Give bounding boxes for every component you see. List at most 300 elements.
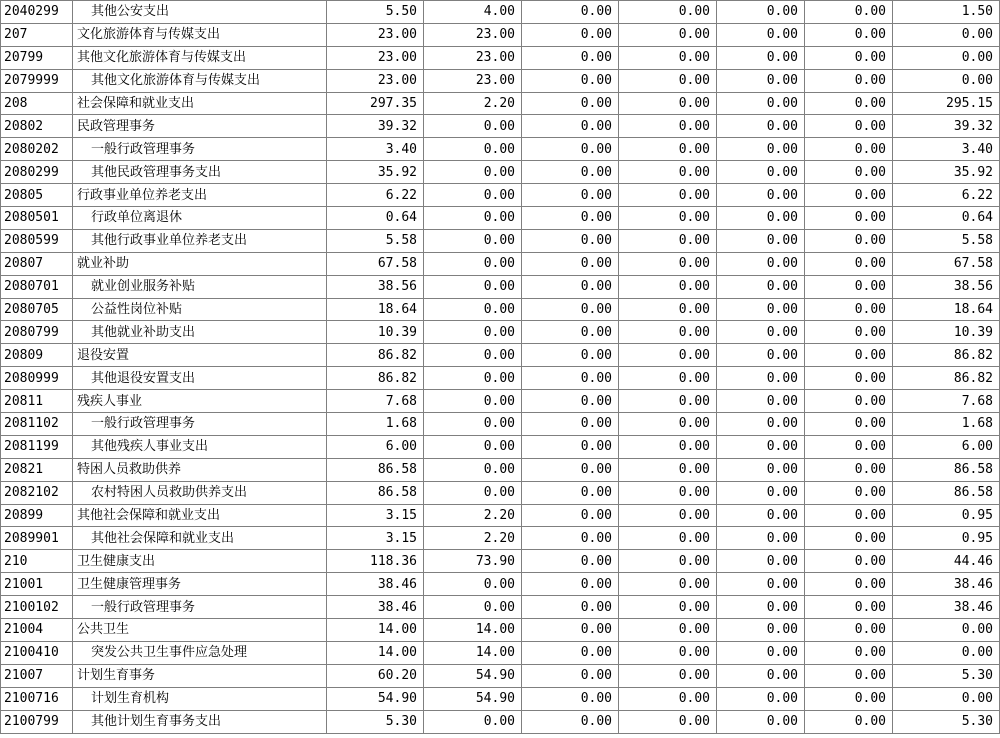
amount-cell-6: 0.00 <box>805 435 893 458</box>
subject-name-cell: 一般行政管理事务 <box>73 596 327 619</box>
amount-cell-4: 0.00 <box>619 367 717 390</box>
amount-cell-1: 5.30 <box>327 710 424 733</box>
amount-cell-2: 0.00 <box>424 115 522 138</box>
amount-cell-5: 0.00 <box>717 207 805 230</box>
subject-name-cell: 突发公共卫生事件应急处理 <box>73 641 327 664</box>
amount-cell-1: 38.46 <box>327 573 424 596</box>
amount-cell-4: 0.00 <box>619 69 717 92</box>
table-row <box>1 344 1000 367</box>
amount-cell-4: 0.00 <box>619 596 717 619</box>
subject-name-cell: 一般行政管理事务 <box>73 138 327 161</box>
amount-cell-5: 0.00 <box>717 596 805 619</box>
subject-name-cell: 一般行政管理事务 <box>73 413 327 436</box>
table-row <box>1 641 1000 664</box>
amount-cell-6: 0.00 <box>805 390 893 413</box>
amount-cell-4: 0.00 <box>619 115 717 138</box>
amount-cell-1: 18.64 <box>327 298 424 321</box>
amount-cell-6: 0.00 <box>805 481 893 504</box>
amount-cell-7: 5.30 <box>893 710 1000 733</box>
subject-name-cell: 民政管理事务 <box>73 115 327 138</box>
amount-cell-6: 0.00 <box>805 138 893 161</box>
amount-cell-7: 5.30 <box>893 664 1000 687</box>
amount-cell-5: 0.00 <box>717 344 805 367</box>
amount-cell-2: 54.90 <box>424 687 522 710</box>
amount-cell-6: 0.00 <box>805 664 893 687</box>
table-row <box>1 275 1000 298</box>
amount-cell-1: 6.22 <box>327 184 424 207</box>
amount-cell-7: 39.32 <box>893 115 1000 138</box>
amount-cell-4: 0.00 <box>619 435 717 458</box>
amount-cell-5: 0.00 <box>717 710 805 733</box>
amount-cell-3: 0.00 <box>522 161 619 184</box>
amount-cell-1: 35.92 <box>327 161 424 184</box>
amount-cell-3: 0.00 <box>522 46 619 69</box>
subject-name-cell: 计划生育机构 <box>73 687 327 710</box>
amount-cell-4: 0.00 <box>619 527 717 550</box>
subject-code-cell: 2081102 <box>1 413 73 436</box>
amount-cell-1: 14.00 <box>327 619 424 642</box>
subject-code-cell: 2080999 <box>1 367 73 390</box>
amount-cell-7: 6.00 <box>893 435 1000 458</box>
amount-cell-4: 0.00 <box>619 138 717 161</box>
amount-cell-2: 0.00 <box>424 413 522 436</box>
amount-cell-1: 5.58 <box>327 229 424 252</box>
amount-cell-3: 0.00 <box>522 1 619 24</box>
amount-cell-2: 0.00 <box>424 367 522 390</box>
amount-cell-1: 10.39 <box>327 321 424 344</box>
table-row <box>1 367 1000 390</box>
amount-cell-4: 0.00 <box>619 504 717 527</box>
amount-cell-6: 0.00 <box>805 458 893 481</box>
amount-cell-2: 0.00 <box>424 252 522 275</box>
amount-cell-4: 0.00 <box>619 92 717 115</box>
amount-cell-5: 0.00 <box>717 481 805 504</box>
amount-cell-5: 0.00 <box>717 23 805 46</box>
amount-cell-5: 0.00 <box>717 1 805 24</box>
amount-cell-2: 23.00 <box>424 46 522 69</box>
subject-name-cell: 行政单位离退休 <box>73 207 327 230</box>
amount-cell-5: 0.00 <box>717 527 805 550</box>
amount-cell-2: 0.00 <box>424 390 522 413</box>
amount-cell-6: 0.00 <box>805 115 893 138</box>
subject-code-cell: 2100799 <box>1 710 73 733</box>
amount-cell-5: 0.00 <box>717 46 805 69</box>
amount-cell-2: 14.00 <box>424 641 522 664</box>
subject-name-cell: 其他行政事业单位养老支出 <box>73 229 327 252</box>
amount-cell-2: 0.00 <box>424 275 522 298</box>
subject-code-cell: 20811 <box>1 390 73 413</box>
amount-cell-3: 0.00 <box>522 252 619 275</box>
amount-cell-3: 0.00 <box>522 710 619 733</box>
amount-cell-4: 0.00 <box>619 207 717 230</box>
amount-cell-5: 0.00 <box>717 321 805 344</box>
table-row <box>1 550 1000 573</box>
amount-cell-2: 0.00 <box>424 458 522 481</box>
table-row <box>1 252 1000 275</box>
amount-cell-6: 0.00 <box>805 641 893 664</box>
amount-cell-6: 0.00 <box>805 596 893 619</box>
subject-name-cell: 卫生健康支出 <box>73 550 327 573</box>
amount-cell-1: 54.90 <box>327 687 424 710</box>
amount-cell-1: 38.46 <box>327 596 424 619</box>
amount-cell-2: 0.00 <box>424 229 522 252</box>
amount-cell-4: 0.00 <box>619 550 717 573</box>
amount-cell-1: 86.82 <box>327 367 424 390</box>
subject-name-cell: 其他公安支出 <box>73 1 327 24</box>
amount-cell-7: 86.58 <box>893 458 1000 481</box>
subject-name-cell: 其他就业补助支出 <box>73 321 327 344</box>
table-row <box>1 413 1000 436</box>
amount-cell-3: 0.00 <box>522 596 619 619</box>
subject-code-cell: 21007 <box>1 664 73 687</box>
subject-name-cell: 退役安置 <box>73 344 327 367</box>
amount-cell-6: 0.00 <box>805 161 893 184</box>
amount-cell-6: 0.00 <box>805 367 893 390</box>
amount-cell-7: 67.58 <box>893 252 1000 275</box>
table-row <box>1 527 1000 550</box>
amount-cell-7: 35.92 <box>893 161 1000 184</box>
amount-cell-1: 297.35 <box>327 92 424 115</box>
table-row <box>1 596 1000 619</box>
amount-cell-6: 0.00 <box>805 23 893 46</box>
amount-cell-5: 0.00 <box>717 184 805 207</box>
subject-code-cell: 2081199 <box>1 435 73 458</box>
amount-cell-6: 0.00 <box>805 527 893 550</box>
subject-code-cell: 2100410 <box>1 641 73 664</box>
amount-cell-4: 0.00 <box>619 390 717 413</box>
subject-code-cell: 2079999 <box>1 69 73 92</box>
amount-cell-2: 2.20 <box>424 92 522 115</box>
amount-cell-1: 3.15 <box>327 504 424 527</box>
amount-cell-5: 0.00 <box>717 69 805 92</box>
amount-cell-4: 0.00 <box>619 298 717 321</box>
amount-cell-4: 0.00 <box>619 1 717 24</box>
amount-cell-3: 0.00 <box>522 298 619 321</box>
subject-code-cell: 2080599 <box>1 229 73 252</box>
amount-cell-5: 0.00 <box>717 458 805 481</box>
amount-cell-1: 5.50 <box>327 1 424 24</box>
table-row <box>1 435 1000 458</box>
amount-cell-7: 86.58 <box>893 481 1000 504</box>
amount-cell-6: 0.00 <box>805 413 893 436</box>
amount-cell-4: 0.00 <box>619 252 717 275</box>
amount-cell-5: 0.00 <box>717 687 805 710</box>
subject-name-cell: 公共卫生 <box>73 619 327 642</box>
subject-name-cell: 就业补助 <box>73 252 327 275</box>
amount-cell-7: 0.00 <box>893 23 1000 46</box>
table-row <box>1 710 1000 733</box>
subject-name-cell: 特困人员救助供养 <box>73 458 327 481</box>
amount-cell-3: 0.00 <box>522 458 619 481</box>
amount-cell-7: 295.15 <box>893 92 1000 115</box>
table-row <box>1 115 1000 138</box>
amount-cell-2: 2.20 <box>424 527 522 550</box>
amount-cell-4: 0.00 <box>619 641 717 664</box>
amount-cell-6: 0.00 <box>805 504 893 527</box>
amount-cell-7: 1.68 <box>893 413 1000 436</box>
amount-cell-7: 6.22 <box>893 184 1000 207</box>
subject-name-cell: 行政事业单位养老支出 <box>73 184 327 207</box>
amount-cell-3: 0.00 <box>522 527 619 550</box>
amount-cell-3: 0.00 <box>522 481 619 504</box>
amount-cell-7: 0.95 <box>893 527 1000 550</box>
amount-cell-3: 0.00 <box>522 687 619 710</box>
amount-cell-1: 7.68 <box>327 390 424 413</box>
subject-code-cell: 208 <box>1 92 73 115</box>
subject-code-cell: 2082102 <box>1 481 73 504</box>
amount-cell-6: 0.00 <box>805 229 893 252</box>
table-row <box>1 184 1000 207</box>
subject-code-cell: 2100716 <box>1 687 73 710</box>
table-row <box>1 69 1000 92</box>
amount-cell-2: 0.00 <box>424 710 522 733</box>
table-row <box>1 207 1000 230</box>
amount-cell-4: 0.00 <box>619 321 717 344</box>
amount-cell-1: 60.20 <box>327 664 424 687</box>
amount-cell-3: 0.00 <box>522 573 619 596</box>
subject-name-cell: 其他文化旅游体育与传媒支出 <box>73 46 327 69</box>
amount-cell-5: 0.00 <box>717 641 805 664</box>
amount-cell-5: 0.00 <box>717 573 805 596</box>
amount-cell-3: 0.00 <box>522 115 619 138</box>
amount-cell-1: 14.00 <box>327 641 424 664</box>
amount-cell-2: 0.00 <box>424 161 522 184</box>
amount-cell-3: 0.00 <box>522 390 619 413</box>
amount-cell-3: 0.00 <box>522 138 619 161</box>
amount-cell-4: 0.00 <box>619 710 717 733</box>
amount-cell-3: 0.00 <box>522 23 619 46</box>
amount-cell-6: 0.00 <box>805 1 893 24</box>
amount-cell-7: 86.82 <box>893 344 1000 367</box>
amount-cell-1: 118.36 <box>327 550 424 573</box>
amount-cell-1: 23.00 <box>327 23 424 46</box>
amount-cell-4: 0.00 <box>619 458 717 481</box>
amount-cell-4: 0.00 <box>619 275 717 298</box>
amount-cell-3: 0.00 <box>522 207 619 230</box>
amount-cell-5: 0.00 <box>717 504 805 527</box>
table-row <box>1 1 1000 24</box>
table-row <box>1 23 1000 46</box>
amount-cell-7: 0.00 <box>893 641 1000 664</box>
amount-cell-1: 0.64 <box>327 207 424 230</box>
amount-cell-5: 0.00 <box>717 619 805 642</box>
amount-cell-4: 0.00 <box>619 161 717 184</box>
subject-name-cell: 其他文化旅游体育与传媒支出 <box>73 69 327 92</box>
subject-code-cell: 2040299 <box>1 1 73 24</box>
amount-cell-7: 0.64 <box>893 207 1000 230</box>
subject-name-cell: 就业创业服务补贴 <box>73 275 327 298</box>
table-row <box>1 687 1000 710</box>
amount-cell-3: 0.00 <box>522 229 619 252</box>
amount-cell-3: 0.00 <box>522 641 619 664</box>
table-row <box>1 390 1000 413</box>
amount-cell-7: 38.46 <box>893 573 1000 596</box>
table-row <box>1 504 1000 527</box>
amount-cell-1: 86.58 <box>327 481 424 504</box>
subject-name-cell: 其他社会保障和就业支出 <box>73 527 327 550</box>
subject-code-cell: 2089901 <box>1 527 73 550</box>
amount-cell-1: 1.68 <box>327 413 424 436</box>
subject-code-cell: 2100102 <box>1 596 73 619</box>
amount-cell-1: 6.00 <box>327 435 424 458</box>
amount-cell-4: 0.00 <box>619 46 717 69</box>
amount-cell-2: 14.00 <box>424 619 522 642</box>
amount-cell-6: 0.00 <box>805 275 893 298</box>
amount-cell-5: 0.00 <box>717 138 805 161</box>
amount-cell-2: 0.00 <box>424 207 522 230</box>
subject-code-cell: 2080799 <box>1 321 73 344</box>
subject-code-cell: 20805 <box>1 184 73 207</box>
amount-cell-7: 0.00 <box>893 46 1000 69</box>
subject-code-cell: 20807 <box>1 252 73 275</box>
amount-cell-3: 0.00 <box>522 664 619 687</box>
amount-cell-5: 0.00 <box>717 367 805 390</box>
amount-cell-6: 0.00 <box>805 344 893 367</box>
amount-cell-7: 44.46 <box>893 550 1000 573</box>
amount-cell-2: 4.00 <box>424 1 522 24</box>
table-row <box>1 458 1000 481</box>
table-row <box>1 46 1000 69</box>
amount-cell-5: 0.00 <box>717 413 805 436</box>
subject-code-cell: 20899 <box>1 504 73 527</box>
amount-cell-1: 86.58 <box>327 458 424 481</box>
table-row <box>1 138 1000 161</box>
amount-cell-1: 23.00 <box>327 46 424 69</box>
table-row <box>1 481 1000 504</box>
amount-cell-6: 0.00 <box>805 252 893 275</box>
amount-cell-3: 0.00 <box>522 92 619 115</box>
amount-cell-7: 86.82 <box>893 367 1000 390</box>
amount-cell-2: 0.00 <box>424 321 522 344</box>
amount-cell-7: 0.00 <box>893 619 1000 642</box>
subject-code-cell: 2080701 <box>1 275 73 298</box>
amount-cell-7: 38.46 <box>893 596 1000 619</box>
amount-cell-1: 39.32 <box>327 115 424 138</box>
amount-cell-7: 0.95 <box>893 504 1000 527</box>
table-body <box>1 1 1000 734</box>
amount-cell-5: 0.00 <box>717 275 805 298</box>
amount-cell-5: 0.00 <box>717 390 805 413</box>
amount-cell-1: 67.58 <box>327 252 424 275</box>
amount-cell-6: 0.00 <box>805 710 893 733</box>
subject-code-cell: 2080705 <box>1 298 73 321</box>
amount-cell-6: 0.00 <box>805 207 893 230</box>
amount-cell-7: 0.00 <box>893 69 1000 92</box>
amount-cell-4: 0.00 <box>619 229 717 252</box>
subject-code-cell: 2080299 <box>1 161 73 184</box>
amount-cell-2: 2.20 <box>424 504 522 527</box>
amount-cell-5: 0.00 <box>717 435 805 458</box>
amount-cell-4: 0.00 <box>619 573 717 596</box>
amount-cell-4: 0.00 <box>619 664 717 687</box>
table-row <box>1 161 1000 184</box>
amount-cell-5: 0.00 <box>717 252 805 275</box>
subject-name-cell: 社会保障和就业支出 <box>73 92 327 115</box>
amount-cell-1: 38.56 <box>327 275 424 298</box>
amount-cell-3: 0.00 <box>522 550 619 573</box>
amount-cell-4: 0.00 <box>619 184 717 207</box>
amount-cell-2: 0.00 <box>424 184 522 207</box>
amount-cell-3: 0.00 <box>522 619 619 642</box>
amount-cell-6: 0.00 <box>805 298 893 321</box>
amount-cell-1: 3.40 <box>327 138 424 161</box>
amount-cell-3: 0.00 <box>522 413 619 436</box>
amount-cell-4: 0.00 <box>619 344 717 367</box>
subject-code-cell: 20821 <box>1 458 73 481</box>
amount-cell-7: 5.58 <box>893 229 1000 252</box>
amount-cell-6: 0.00 <box>805 321 893 344</box>
subject-name-cell: 农村特困人员救助供养支出 <box>73 481 327 504</box>
amount-cell-4: 0.00 <box>619 23 717 46</box>
subject-name-cell: 文化旅游体育与传媒支出 <box>73 23 327 46</box>
amount-cell-7: 1.50 <box>893 1 1000 24</box>
table-row <box>1 321 1000 344</box>
amount-cell-5: 0.00 <box>717 229 805 252</box>
amount-cell-6: 0.00 <box>805 550 893 573</box>
amount-cell-2: 0.00 <box>424 573 522 596</box>
table-row <box>1 229 1000 252</box>
amount-cell-4: 0.00 <box>619 413 717 436</box>
amount-cell-4: 0.00 <box>619 619 717 642</box>
amount-cell-3: 0.00 <box>522 344 619 367</box>
subject-name-cell: 残疾人事业 <box>73 390 327 413</box>
amount-cell-1: 23.00 <box>327 69 424 92</box>
amount-cell-5: 0.00 <box>717 115 805 138</box>
table-row <box>1 619 1000 642</box>
amount-cell-3: 0.00 <box>522 275 619 298</box>
amount-cell-2: 0.00 <box>424 435 522 458</box>
amount-cell-3: 0.00 <box>522 321 619 344</box>
amount-cell-3: 0.00 <box>522 184 619 207</box>
amount-cell-2: 54.90 <box>424 664 522 687</box>
amount-cell-6: 0.00 <box>805 619 893 642</box>
amount-cell-6: 0.00 <box>805 184 893 207</box>
table-row <box>1 298 1000 321</box>
amount-cell-5: 0.00 <box>717 298 805 321</box>
amount-cell-2: 23.00 <box>424 23 522 46</box>
amount-cell-6: 0.00 <box>805 687 893 710</box>
amount-cell-1: 3.15 <box>327 527 424 550</box>
subject-code-cell: 20802 <box>1 115 73 138</box>
subject-code-cell: 21004 <box>1 619 73 642</box>
subject-name-cell: 其他残疾人事业支出 <box>73 435 327 458</box>
subject-code-cell: 2080202 <box>1 138 73 161</box>
amount-cell-2: 0.00 <box>424 596 522 619</box>
subject-code-cell: 210 <box>1 550 73 573</box>
amount-cell-3: 0.00 <box>522 69 619 92</box>
subject-code-cell: 20809 <box>1 344 73 367</box>
subject-name-cell: 其他退役安置支出 <box>73 367 327 390</box>
subject-name-cell: 计划生育事务 <box>73 664 327 687</box>
subject-name-cell: 其他计划生育事务支出 <box>73 710 327 733</box>
subject-name-cell: 卫生健康管理事务 <box>73 573 327 596</box>
subject-name-cell: 其他社会保障和就业支出 <box>73 504 327 527</box>
amount-cell-2: 0.00 <box>424 344 522 367</box>
amount-cell-2: 23.00 <box>424 69 522 92</box>
subject-name-cell: 其他民政管理事务支出 <box>73 161 327 184</box>
subject-code-cell: 207 <box>1 23 73 46</box>
amount-cell-2: 73.90 <box>424 550 522 573</box>
amount-cell-6: 0.00 <box>805 69 893 92</box>
amount-cell-4: 0.00 <box>619 687 717 710</box>
amount-cell-5: 0.00 <box>717 550 805 573</box>
amount-cell-5: 0.00 <box>717 664 805 687</box>
amount-cell-5: 0.00 <box>717 161 805 184</box>
amount-cell-7: 18.64 <box>893 298 1000 321</box>
amount-cell-3: 0.00 <box>522 435 619 458</box>
subject-code-cell: 20799 <box>1 46 73 69</box>
amount-cell-4: 0.00 <box>619 481 717 504</box>
